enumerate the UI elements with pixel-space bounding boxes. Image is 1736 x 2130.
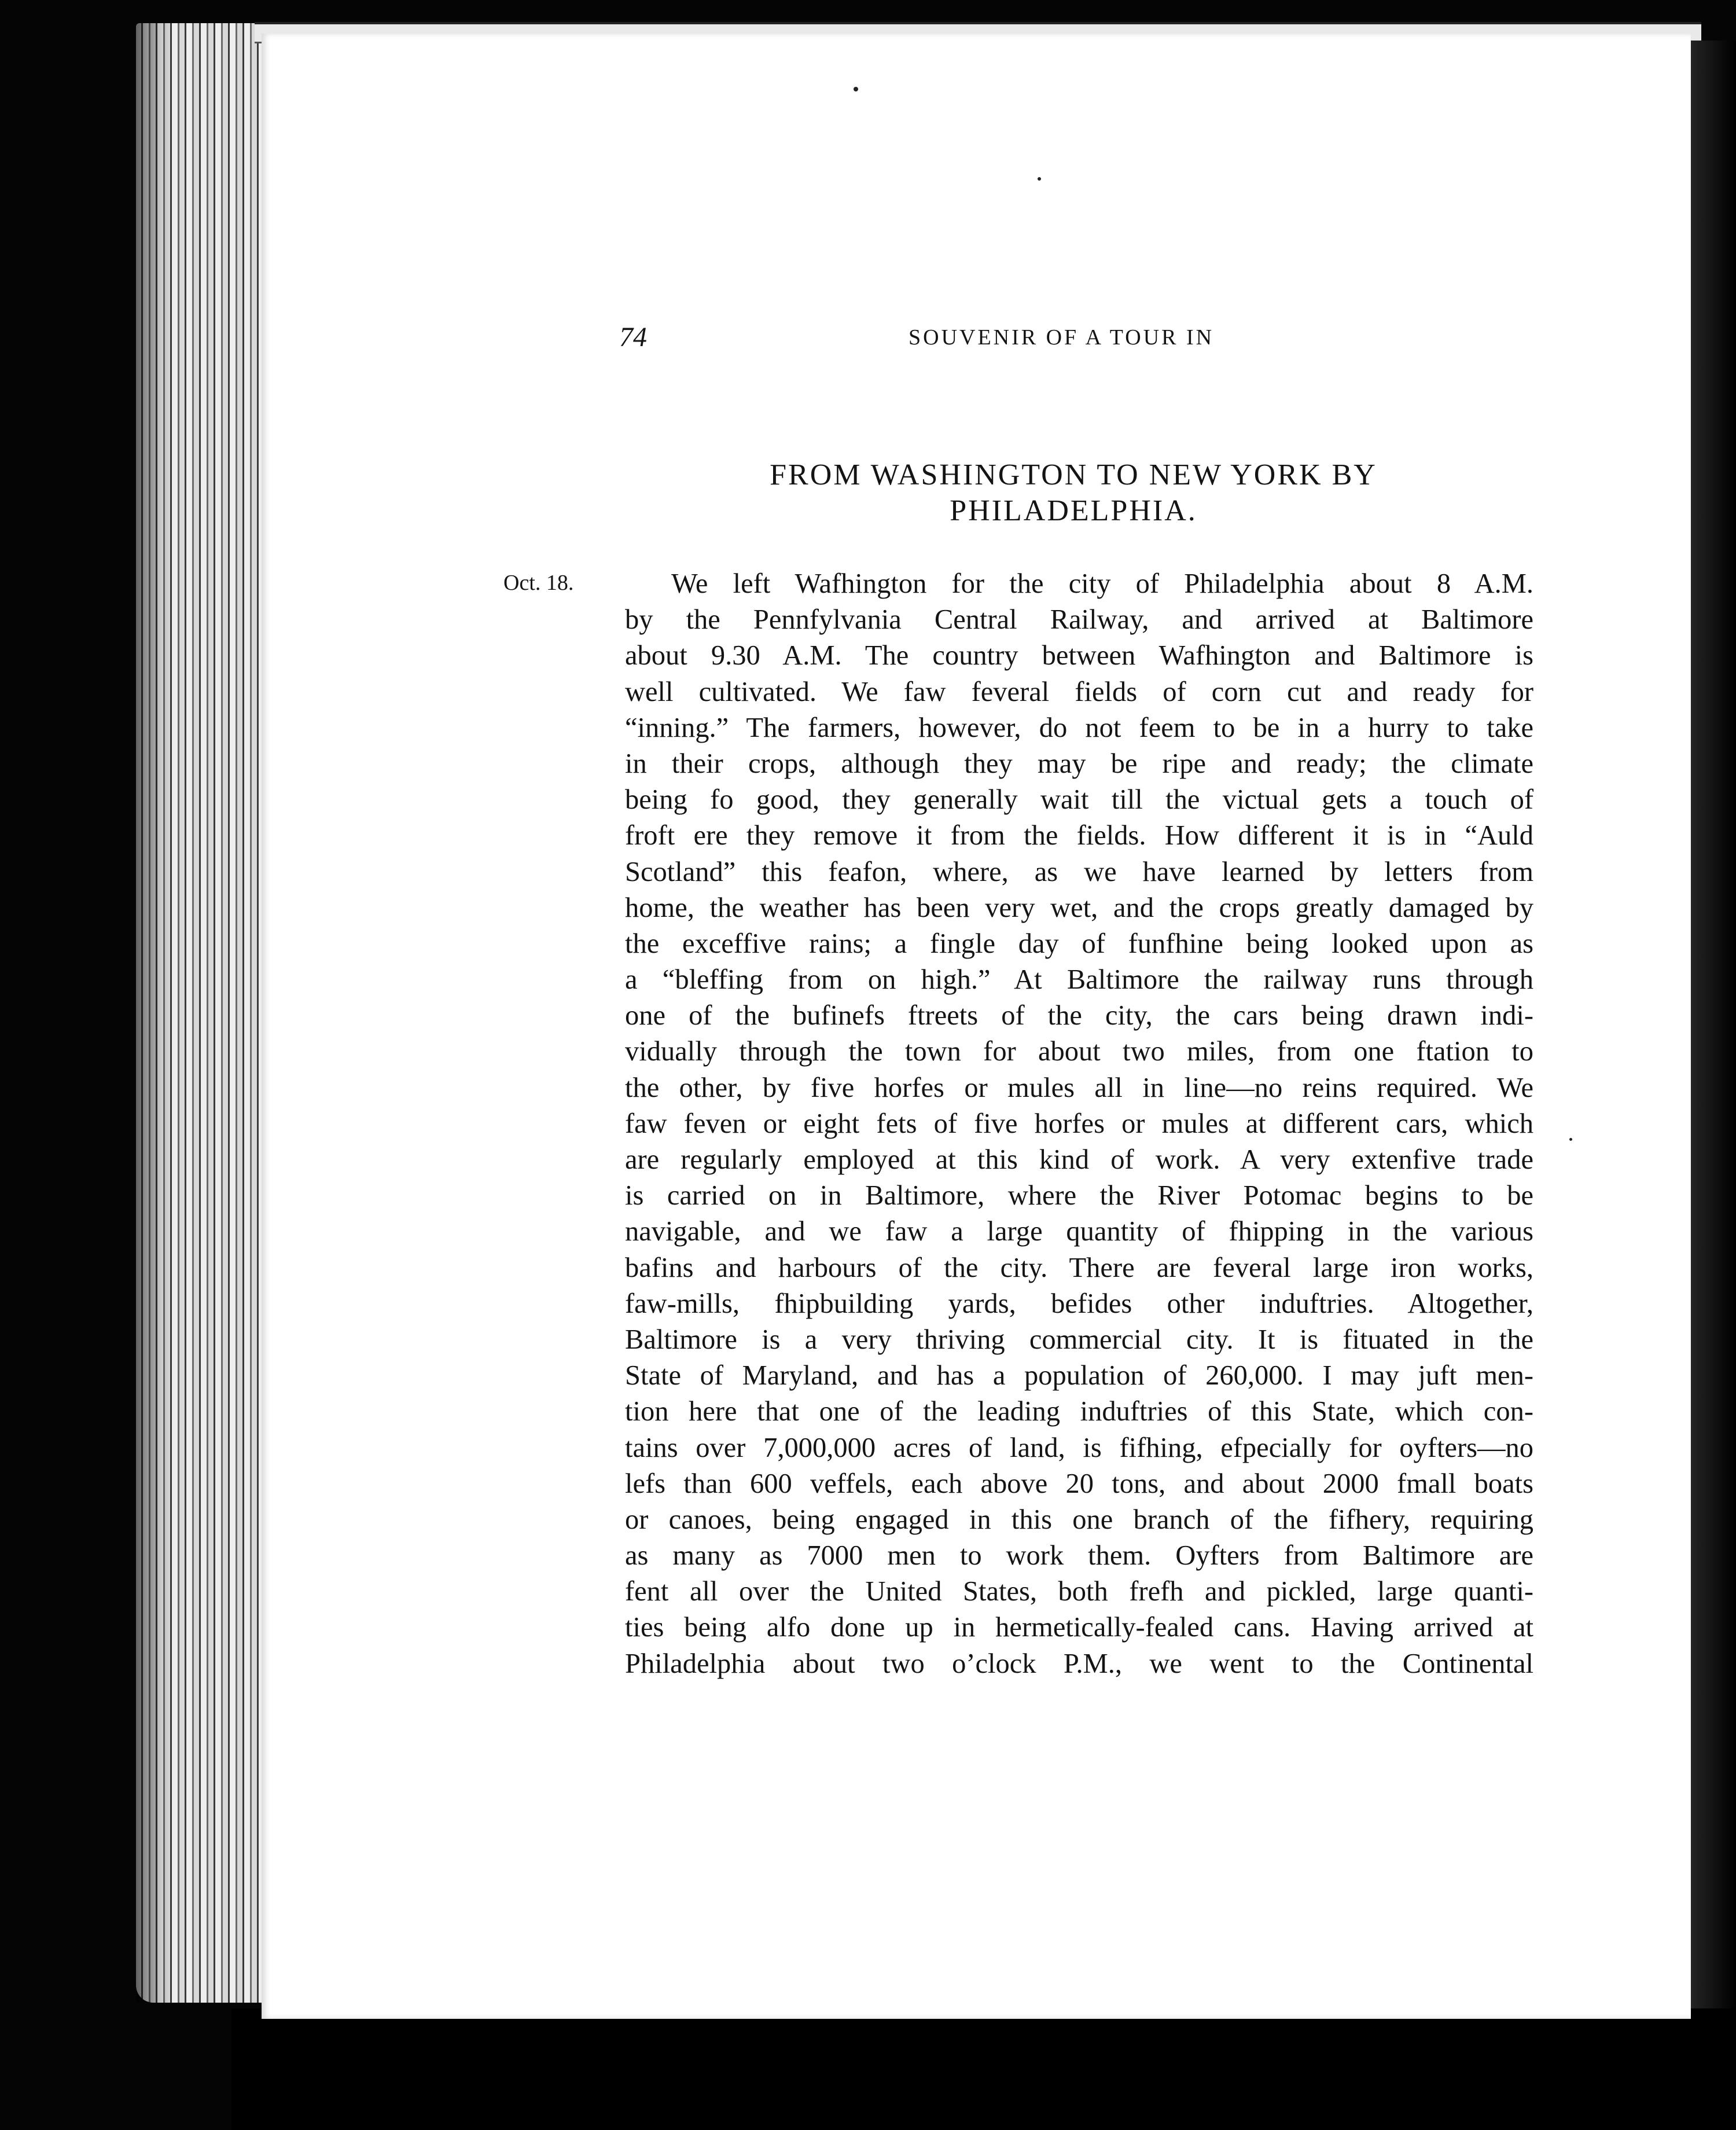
chapter-heading — [712, 457, 1435, 529]
text-line: “inning.” The farmers, however, do not feem to be in a hurry to take — [625, 712, 1533, 743]
text-line: one of the bufinefs ftreets of the city, the cars being drawn indi- — [625, 1000, 1533, 1031]
text-line: is carried on in Baltimore, where the River Potomac begins to be — [625, 1180, 1533, 1211]
text-line: being fo good, they generally wait till the victual gets a touch of — [625, 784, 1533, 816]
dust-speck — [1038, 177, 1041, 181]
text-line: a “bleffing from on high.” At Baltimore the railway runs through — [625, 964, 1533, 996]
page-edges-shadow — [136, 23, 171, 2003]
text-line: as many as 7000 men to work them. Oyfters from Baltimore are — [625, 1540, 1533, 1571]
text-line: the other, by five horfes or mules all in line—no reins required. We — [625, 1072, 1533, 1103]
dust-speck — [854, 87, 858, 91]
text-line: ties being alfo done up in hermetically-fealed cans. Having arrived at — [625, 1612, 1533, 1643]
margin-date-note: Oct. 18. — [503, 571, 574, 595]
text-line: the exceffive rains; a fingle day of funfhine being looked upon as — [625, 928, 1533, 959]
text-line: fent all over the United States, both frefh and pickled, large quanti- — [625, 1576, 1533, 1607]
text-line: faw-mills, fhipbuilding yards, befides other induftries. Altogether, — [625, 1288, 1533, 1319]
text-line: Scotland” this feafon, where, as we have learned by letters from — [625, 856, 1533, 887]
dust-speck — [1569, 1138, 1572, 1141]
text-line: State of Maryland, and has a population of 260,000. I may juft men- — [625, 1360, 1533, 1391]
page-number: 74 — [619, 322, 647, 352]
heading-line-2: PHILADELPHIA. — [950, 494, 1197, 527]
text-line: bafins and harbours of the city. There are feveral large iron works, — [625, 1252, 1533, 1283]
text-line: Baltimore is a very thriving commercial city. It is fituated in the — [625, 1324, 1533, 1355]
text-line: We left Wafhington for the city of Philadelphia about 8 A.M. — [671, 568, 1533, 599]
text-line: in their crops, although they may be ripe and ready; the climate — [625, 748, 1533, 779]
text-line: are regularly employed at this kind of work. A very extenfive trade — [625, 1144, 1533, 1175]
text-line: froft ere they remove it from the fields. How different it is in “Auld — [625, 820, 1533, 851]
text-line: faw feven or eight fets of five horfes or mules at different cars, which — [625, 1108, 1533, 1139]
text-line: tion here that one of the leading induftries of this State, which con- — [625, 1396, 1533, 1427]
body-text — [625, 566, 1533, 1682]
text-line: well cultivated. We faw feveral fields of corn cut and ready for — [625, 676, 1533, 707]
text-line: tains over 7,000,000 acres of land, is fifhing, efpecially for oyfters—no — [625, 1432, 1533, 1463]
running-head — [619, 321, 1238, 362]
text-line: vidually through the town for about two miles, from one ftation to — [625, 1036, 1533, 1067]
right-page-fold — [1684, 41, 1736, 2130]
text-line: about 9.30 A.M. The country between Wafhington and Baltimore is — [625, 640, 1533, 671]
running-title: SOUVENIR OF A TOUR IN — [909, 325, 1215, 350]
text-line: lefs than 600 veffels, each above 20 tons, and about 2000 fmall boats — [625, 1468, 1533, 1499]
text-line: Philadelphia about two o’clock P.M., we went to the Continental — [625, 1648, 1533, 1679]
heading-line-1: FROM WASHINGTON TO NEW YORK BY — [770, 458, 1377, 491]
bottom-shadow — [231, 2008, 1736, 2130]
text-line: or canoes, being engaged in this one branch of the fifhery, requiring — [625, 1504, 1533, 1535]
text-line: home, the weather has been very wet, and the crops greatly damaged by — [625, 892, 1533, 923]
text-line: by the Pennfylvania Central Railway, and arrived at Baltimore — [625, 604, 1533, 636]
text-line: navigable, and we faw a large quantity of fhipping in the various — [625, 1216, 1533, 1247]
